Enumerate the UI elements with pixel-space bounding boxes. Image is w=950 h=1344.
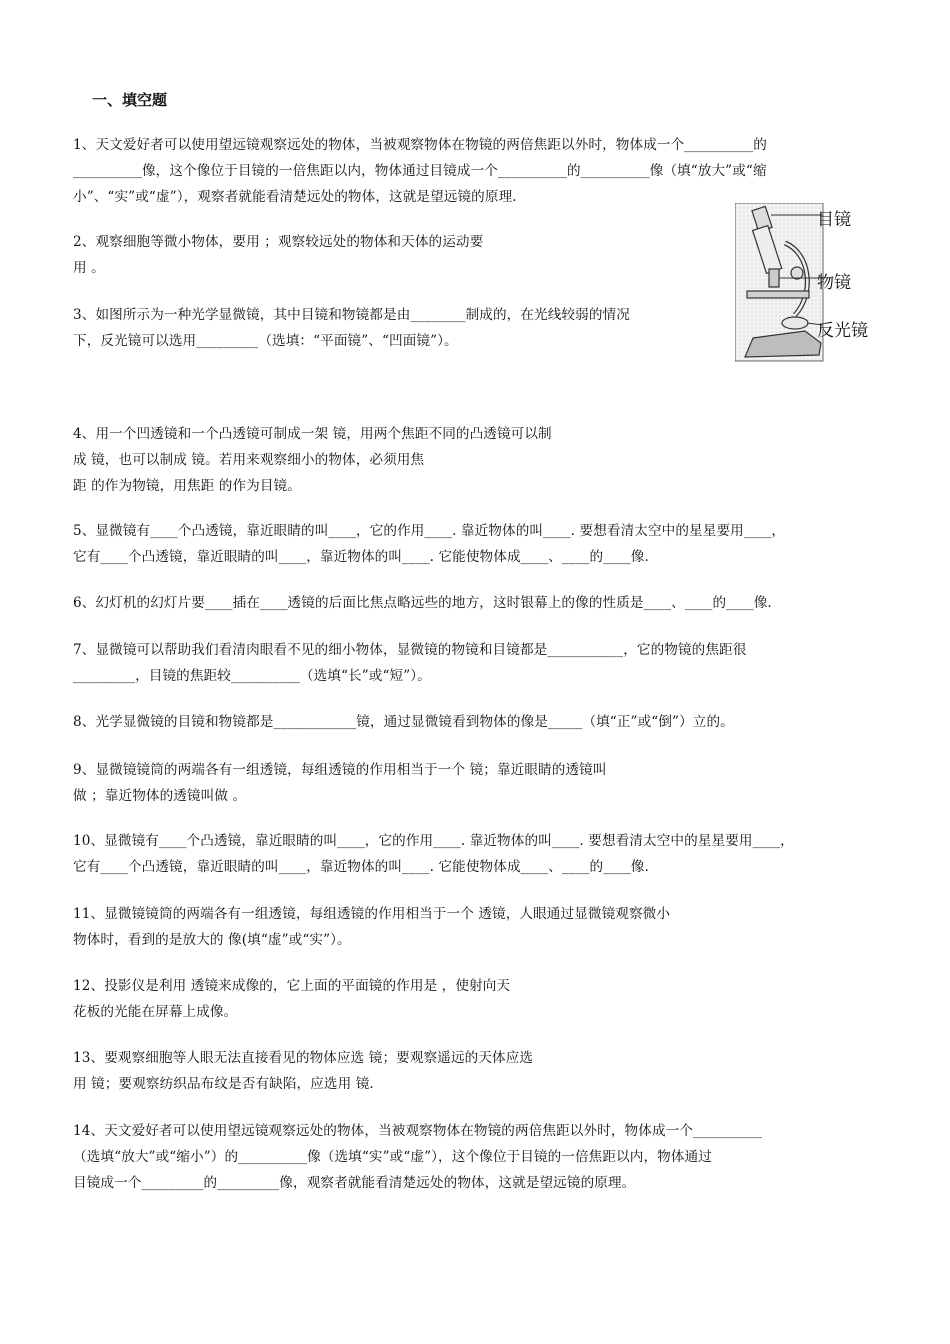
question-6	[73, 590, 879, 616]
microscope-icon	[735, 203, 825, 363]
question-line: 7、显微镜可以帮助我们看清肉眼看不见的细小物体，显微镜的物镜和目镜都是___________，它的物镜的焦距很	[73, 642, 747, 658]
question-line: 物体时，看到的是放大的 像(填“虚”或“实”）。	[73, 932, 351, 948]
question-5	[73, 518, 879, 570]
question-line: 距 的作为物镜，用焦距 的作为目镜。	[73, 478, 301, 494]
question-line: 10、显微镜有____个凸透镜，靠近眼睛的叫____，它的作用____. 靠近物体的叫____. 要想看清太空中的星星要用____，	[73, 833, 794, 849]
question-line: 11、显微镜镜筒的两端各有一组透镜，每组透镜的作用相当于一个 透镜，人眼通过显微镜观察微小	[73, 906, 671, 922]
question-line: 用 。	[73, 260, 105, 276]
question-line: 小”、“实”或“虚”），观察者就能看清楚远处的物体，这就是望远镜的原理.	[73, 189, 517, 205]
question-line: 花板的光能在屏幕上成像。	[73, 1004, 238, 1020]
question-line: 用 镜；要观察纺织品布纹是否有缺陷，应选用 镜.	[73, 1076, 374, 1092]
question-line: 做 ；靠近物体的透镜叫做 。	[73, 788, 247, 804]
question-line: 下，反光镜可以选用_________（选填：“平面镜”、“凹面镜”）。	[73, 333, 458, 349]
question-13	[73, 1045, 879, 1097]
question-line: 5、显微镜有____个凸透镜，靠近眼睛的叫____，它的作用____. 靠近物体的叫____. 要想看清太空中的星星要用____，	[73, 523, 786, 539]
question-line: 它有____个凸透镜，靠近眼睛的叫____，靠近物体的叫____. 它能使物体成____、____的____像.	[73, 859, 649, 875]
section-title: 一、填空题	[92, 91, 168, 109]
label-eyepiece: 目镜	[817, 210, 851, 230]
question-line: （选填“放大”或“缩小”）的__________像（选填“实”或“虚”），这个像位于目镜的一倍焦距以内，物体通过	[73, 1149, 712, 1165]
question-4	[73, 421, 879, 499]
question-line: 8、光学显微镜的目镜和物镜都是____________镜，通过显微镜看到物体的像是_____（填“正”或“倒”）立的。	[73, 714, 734, 730]
question-line: 12、投影仪是利用 透镜来成像的，它上面的平面镜的作用是 ，使射向天	[73, 978, 511, 994]
question-10	[73, 828, 879, 880]
question-1	[73, 132, 879, 210]
question-11	[73, 901, 879, 953]
question-2	[73, 229, 713, 281]
question-14	[73, 1118, 879, 1196]
question-line: 1、天文爱好者可以使用望远镜观察远处的物体，当被观察物体在物镜的两倍焦距以外时，物体成一个__________的	[73, 137, 767, 153]
question-line: _________，目镜的焦距较__________（选填“长”或“短”）。	[73, 668, 431, 684]
question-line: 6、幻灯机的幻灯片要____插在____透镜的后面比焦点略远些的地方，这时银幕上的像的性质是____、____的____像.	[73, 595, 772, 611]
question-line: __________像，这个像位于目镜的一倍焦距以内，物体通过目镜成一个__________的__________像（填“放大”或“缩	[73, 163, 767, 179]
question-line: 目镜成一个_________的_________像，观察者就能看清楚远处的物体，这就是望远镜的原理。	[73, 1175, 636, 1191]
label-objective: 物镜	[817, 273, 851, 293]
question-line: 3、如图所示为一种光学显微镜，其中目镜和物镜都是由________制成的，在光线较弱的情况	[73, 307, 630, 323]
question-7	[73, 637, 879, 689]
question-8	[73, 709, 879, 735]
question-3	[73, 302, 723, 354]
microscope-figure	[735, 203, 885, 363]
question-line: 它有____个凸透镜，靠近眼睛的叫____，靠近物体的叫____. 它能使物体成____、____的____像.	[73, 549, 649, 565]
question-line: 13、要观察细胞等人眼无法直接看见的物体应选 镜；要观察遥远的天体应选	[73, 1050, 534, 1066]
label-mirror: 反光镜	[817, 321, 868, 341]
question-line: 成 镜，也可以制成 镜。若用来观察细小的物体，必须用焦	[73, 452, 425, 468]
question-line: 2、观察细胞等微小物体，要用 ；观察较远处的物体和天体的运动要	[73, 234, 484, 250]
question-line: 4、用一个凹透镜和一个凸透镜可制成一架 镜，用两个焦距不同的凸透镜可以制	[73, 426, 552, 442]
question-12	[73, 973, 879, 1025]
question-9	[73, 757, 879, 809]
question-line: 9、显微镜镜筒的两端各有一组透镜，每组透镜的作用相当于一个 镜；靠近眼睛的透镜叫	[73, 762, 607, 778]
question-line: 14、天文爱好者可以使用望远镜观察远处的物体，当被观察物体在物镜的两倍焦距以外时，物体成一个__________	[73, 1123, 762, 1139]
